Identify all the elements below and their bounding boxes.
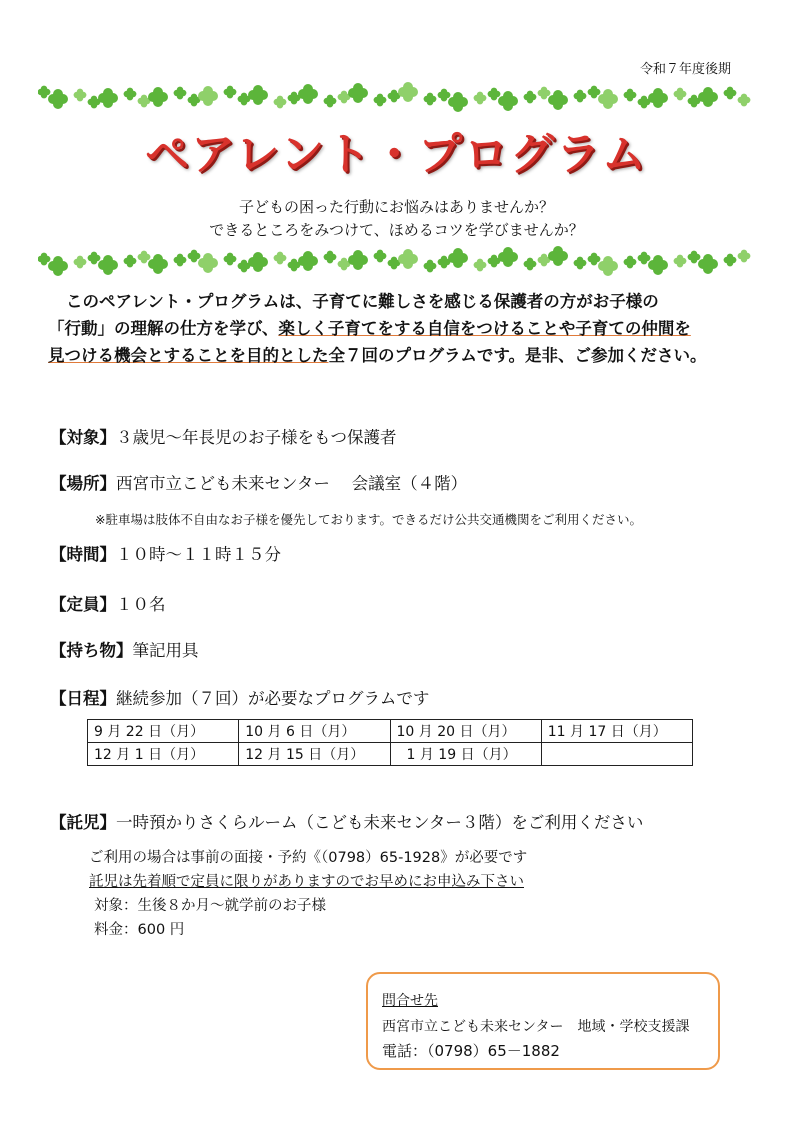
clover-icon [348,250,368,270]
childcare-line-1: ご利用の場合は事前の面接・予約《（0798）65-1928》が必要です [89,850,528,866]
clover-border-top [38,80,753,114]
page-title: ペアレント・プログラム [145,129,648,180]
clover-icon [698,87,718,107]
clover-icon [248,85,268,105]
intro-line-1: このペアレント・プログラムは、子育てに難しさを感じる保護者の方がお子様の [66,292,659,311]
clover-icon [438,89,451,102]
schedule-cell: 12 月 1 日（月） [88,743,239,766]
capacity-label: 【定員】 [50,595,116,614]
schedule-value: 継続参加（７回）が必要なプログラムです [116,689,430,708]
capacity-item [50,591,166,615]
target-item [50,424,397,448]
clover-icon [524,258,537,271]
childcare-label: 【託児】 [50,813,116,832]
schedule-cell: 9 月 22 日（月） [88,720,239,743]
clover-icon [248,252,268,272]
clover-icon [124,88,137,101]
clover-icon [524,91,537,104]
clover-icon [298,84,318,104]
clover-icon [548,246,568,266]
clover-icon [174,87,187,100]
clover-icon [38,86,50,99]
schedule-cell: 12 月 15 日（月） [239,743,390,766]
clover-icon [688,251,701,264]
clover-icon [674,88,687,101]
clover-icon [398,82,418,102]
clover-icon [198,86,218,106]
clover-icon [738,94,751,107]
clover-icon [474,259,487,272]
intro-paragraph [48,288,760,369]
clover-icon [548,90,568,110]
schedule-cell: 1 月 19 日（月） [390,743,541,766]
clover-icon [724,87,737,100]
clover-icon [138,251,151,264]
clover-icon [324,95,337,108]
belongings-value: 筆記用具 [132,641,199,660]
clover-icon [474,92,487,105]
clover-icon [374,250,387,263]
target-value: ３歳児～年長児のお子様をもつ保護者 [116,428,397,447]
clover-icon [424,93,437,106]
clover-icon [538,87,551,100]
clover-icon [148,87,168,107]
clover-icon [198,253,218,273]
table-row [88,720,693,743]
childcare-line-2: 託児は先着順で定員に限りがありますのでお早めにお申込み下さい [89,874,524,890]
clover-icon [498,247,518,267]
clover-icon [574,257,587,270]
clover-icon [298,251,318,271]
clover-icon [98,88,118,108]
clover-icon [598,89,618,109]
clover-icon [224,253,237,266]
clover-icon [588,86,601,99]
clover-icon [274,96,287,109]
contact-heading: 問合せ先 [382,993,438,1009]
place-value: 西宮市立こども未来センター 会議室（４階） [116,474,468,493]
clover-icon [624,256,637,269]
belongings-item [50,637,199,661]
clover-icon [38,253,50,266]
schedule-cell: 10 月 20 日（月） [390,720,541,743]
time-label: 【時間】 [50,545,116,564]
clover-icon [324,251,337,264]
clover-icon [724,254,737,267]
table-row [88,743,693,766]
clover-icon [274,252,287,265]
clover-icon [148,254,168,274]
clover-icon [374,94,387,107]
clover-icon [48,256,68,276]
clover-icon [448,248,468,268]
intro-line-2 [48,315,760,342]
clover-icon [638,252,651,265]
time-value: １０時～１１時１５分 [116,545,281,564]
childcare-value: 一時預かりさくらルーム（こども未来センター３階）をご利用ください [116,813,644,832]
clover-icon [698,254,718,274]
contact-org: 西宮市立こども未来センター 地域・学校支援課 [382,1019,690,1035]
place-label: 【場所】 [50,474,116,493]
clover-icon [498,91,518,111]
childcare-line-4: 料金：600 円 [94,922,185,938]
clover-icon [488,88,501,101]
subtitle-line-2: できるところをみつけて、ほめるコツを学びませんか？ [209,221,584,239]
clover-icon [738,250,751,263]
clover-icon [124,255,137,268]
clover-border-bottom [38,244,753,278]
clover-icon [624,89,637,102]
schedule-item [50,685,429,709]
clover-icon [88,252,101,265]
clover-icon [574,90,587,103]
intro-line-3b: 全７回のプログラムです。是非、ご参加ください。 [328,346,707,365]
schedule-label: 【日程】 [50,689,116,708]
schedule-table [87,719,693,766]
schedule-cell [541,743,692,766]
clover-icon [74,256,87,269]
clover-icon [398,249,418,269]
clover-icon [598,256,618,276]
intro-line-3 [48,342,760,369]
clover-icon [648,88,668,108]
schedule-cell: 11 月 17 日（月） [541,720,692,743]
clover-icon [448,92,468,112]
childcare-line-3: 対象：生後８か月～就学前のお子様 [94,898,326,914]
target-label: 【対象】 [50,428,116,447]
belongings-label: 【持ち物】 [50,641,133,660]
intro-line-2a: 「行動」の理解の仕方を学び、 [48,319,279,338]
clover-icon [424,260,437,273]
time-item [50,541,281,565]
clover-icon [48,89,68,109]
clover-icon [648,255,668,275]
subtitle-line-1: 子どもの困った行動にお悩みはありませんか？ [238,198,554,216]
clover-icon [74,89,87,102]
clover-icon [224,86,237,99]
schedule-cell: 10 月 6 日（月） [239,720,390,743]
clover-icon [588,253,601,266]
intro-line-2b: 楽しく子育てをする自信をつけることや子育ての仲間を [278,319,691,338]
place-item [50,470,467,494]
clover-icon [98,255,118,275]
clover-icon [174,254,187,267]
term-label: 令和７年度後期 [639,62,731,77]
contact-phone: 電話：（0798）65－1882 [382,1042,560,1060]
childcare-item [50,809,643,833]
parking-note: ※駐車場は肢体不自由なお子様を優先しております。できるだけ公共交通機関をご利用ください。 [95,512,642,527]
intro-line-3a: 見つける機会とすることを目的とした [48,346,329,365]
clover-icon [674,255,687,268]
clover-icon [188,250,201,263]
capacity-value: １０名 [116,595,166,614]
clover-icon [348,83,368,103]
